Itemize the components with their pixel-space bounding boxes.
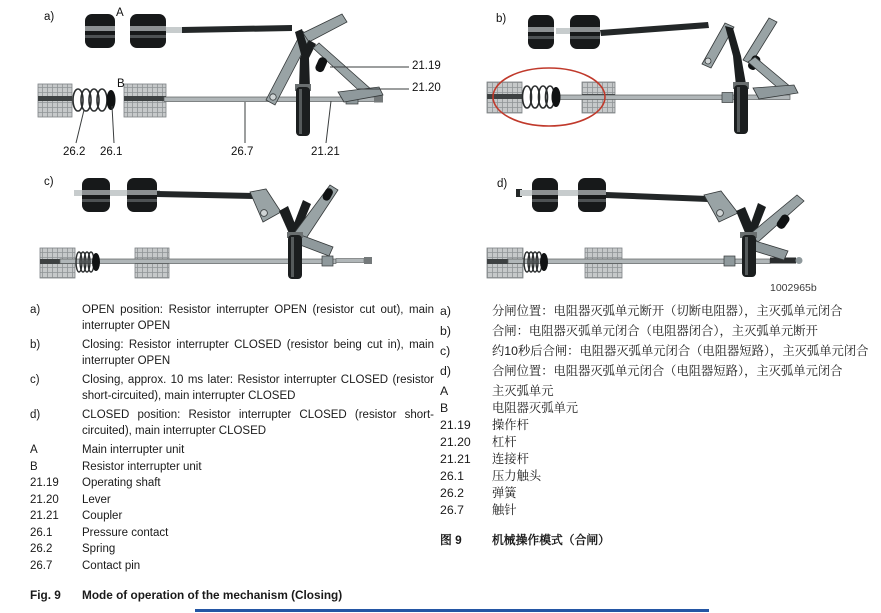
callout-26-2: 26.2: [63, 146, 86, 158]
legend-key: B: [440, 401, 449, 415]
legend-text: 合闸位置：电阻器灭弧单元闭合（电阻器短路），主灭弧单元闭合: [492, 364, 843, 378]
legend-text: 操作杆: [492, 418, 529, 432]
legend-text: Closing, approx. 10 ms later: Resistor interrupter CLOSED (resistor short-circuited), main interrupter CLOSED: [82, 374, 434, 402]
legend-row: [30, 476, 434, 492]
legend-row: [30, 408, 434, 439]
legend-row: [440, 323, 872, 339]
callout-26-7: 26.7: [231, 146, 254, 158]
legend-row: [30, 542, 434, 558]
legend-key: 26.7: [440, 503, 464, 517]
legend-row: [30, 338, 434, 369]
drawing-id: 1002965b: [770, 282, 817, 294]
figure-area: [0, 0, 881, 300]
panel-c-label: c): [44, 176, 54, 188]
legend-text: 主灭弧单元: [492, 384, 554, 398]
legend-row: [440, 434, 872, 450]
legend-key: 21.19: [30, 477, 59, 489]
callout-21-19: 21.19: [412, 60, 441, 72]
legend-text: Lever: [82, 493, 111, 506]
callout-21-21: 21.21: [311, 146, 340, 158]
legend-key: d): [30, 409, 41, 421]
callout-A: A: [116, 7, 124, 19]
legend-text: Main interrupter unit: [82, 444, 185, 456]
legend-key: B: [30, 460, 38, 473]
panel-d-diagram: [487, 178, 804, 278]
legend-key: b): [440, 324, 451, 338]
legend-text: 杠杆: [492, 435, 517, 449]
legend-text: Closing: Resistor interrupter CLOSED (resistor being cut in), main interrupter OPEN: [82, 339, 434, 367]
panel-a-diagram: [38, 14, 409, 143]
legend-key: 21.20: [440, 435, 471, 449]
legend-text: Coupler: [82, 510, 123, 522]
legend-key: A: [30, 444, 38, 456]
caption-text: Mode of operation of the mechanism (Closing): [82, 588, 343, 602]
callout-26-1: 26.1: [100, 146, 123, 158]
legend-english: [30, 303, 434, 604]
legend-row: [30, 373, 434, 404]
legend-key: d): [440, 364, 451, 378]
legend-text: 合闸：电阻器灭弧单元闭合（电阻器闭合），主灭弧单元断开: [492, 324, 818, 338]
legend-row: [440, 468, 872, 484]
legend-text: 电阻器灭弧单元: [492, 401, 579, 415]
panel-b-diagram: [487, 15, 798, 134]
legend-text: Operating shaft: [82, 477, 161, 489]
legend-row: [440, 363, 872, 379]
panel-c-diagram: [40, 178, 372, 279]
legend-row: [440, 417, 872, 433]
legend-row: [440, 502, 872, 518]
legend-row: [30, 460, 434, 476]
legend-chinese: [440, 303, 872, 548]
legend-key: 21.21: [440, 452, 471, 466]
bottom-divider: [195, 609, 709, 612]
legend-row: [30, 526, 434, 542]
caption-text: 机械操作模式（合闸）: [492, 533, 610, 547]
callout-B: B: [117, 78, 125, 90]
panel-d-label: d): [497, 178, 508, 190]
legend-text: 连接杆: [492, 452, 529, 466]
legend-text: CLOSED position: Resistor interrupter CLOSED (resistor short-circuited), main interrupter CLOSED: [82, 409, 434, 437]
legend-row: [440, 400, 872, 416]
legend-key: a): [440, 304, 451, 318]
caption-key: 图 9: [440, 533, 462, 547]
legend-text: 压力触头: [492, 469, 542, 483]
legend-row: [30, 509, 434, 525]
legend-text: 触针: [492, 503, 517, 517]
mechanism-diagrams: [0, 0, 881, 300]
legend-row: [30, 443, 434, 459]
legend-text: Contact pin: [82, 559, 141, 572]
legend-key: 26.7: [30, 559, 53, 572]
legend-text: OPEN position: Resistor interrupter OPEN (resistor cut out), main interrupter OPEN: [82, 304, 434, 332]
legend-text: Pressure contact: [82, 526, 169, 539]
legend-text: 约10秒后合闸：电阻器灭弧单元闭合（电阻器短路），主灭弧单元闭合: [492, 344, 869, 358]
legend-key: 21.20: [30, 493, 59, 506]
legend-row: [440, 485, 872, 501]
legend-key: c): [30, 374, 40, 386]
legend-text: Spring: [82, 543, 116, 555]
legend-text: Resistor interrupter unit: [82, 460, 202, 473]
legend-row: [30, 493, 434, 509]
caption-key: Fig. 9: [30, 588, 61, 602]
legend-text: 弹簧: [492, 486, 517, 500]
legend-text: 分闸位置：电阻器灭弧单元断开（切断电阻器），主灭弧单元闭合: [492, 304, 843, 318]
figure-caption-zh: [440, 532, 872, 548]
panel-b-label: b): [496, 13, 507, 25]
legend-row: [30, 559, 434, 575]
legend-row: [440, 303, 872, 319]
legend-key: c): [440, 344, 451, 358]
legend-row: [440, 383, 872, 399]
legend-row: [30, 303, 434, 334]
legend-key: 21.19: [440, 418, 471, 432]
legend-key: A: [440, 384, 449, 398]
legend-key: b): [30, 339, 41, 351]
legend-key: 26.1: [440, 469, 464, 483]
legend-key: a): [30, 304, 41, 316]
legend-key: 26.1: [30, 526, 53, 539]
legend-key: 26.2: [440, 486, 464, 500]
legend-key: 26.2: [30, 543, 53, 555]
legend-row: [440, 451, 872, 467]
figure-caption-en: [30, 588, 434, 604]
panel-a-label: a): [44, 11, 55, 23]
callout-21-20: 21.20: [412, 82, 441, 94]
legend-key: 21.21: [30, 510, 59, 522]
leader-lines-bottom: [76, 101, 331, 143]
legend-row: [440, 343, 872, 359]
